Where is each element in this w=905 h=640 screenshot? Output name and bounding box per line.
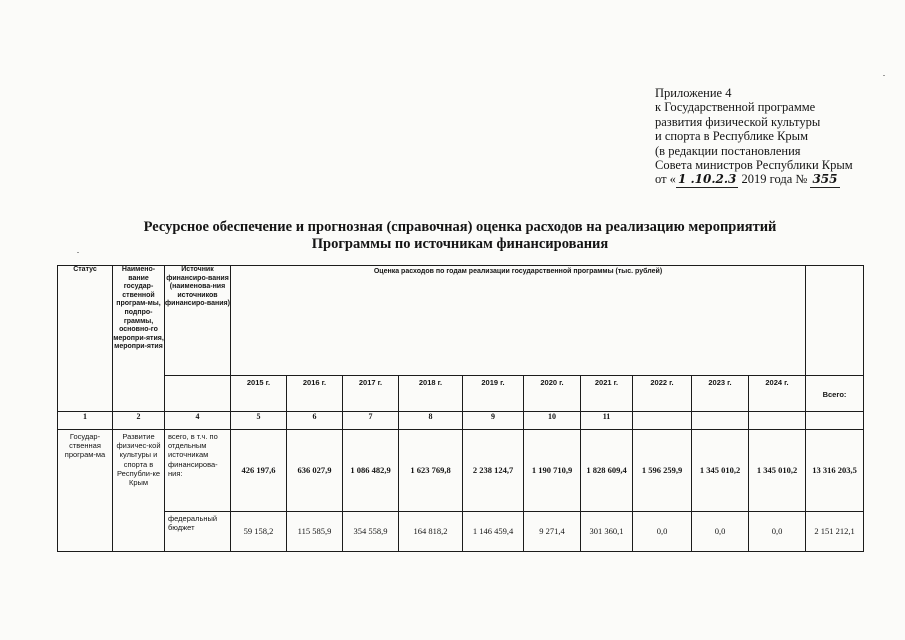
value-cell: 426 197,6 bbox=[231, 430, 287, 512]
value-cell: 59 158,2 bbox=[231, 512, 287, 552]
value-cell: 1 828 609,4 bbox=[581, 430, 633, 512]
value-cell: 1 596 259,9 bbox=[633, 430, 692, 512]
value-cell: 1 086 482,9 bbox=[343, 430, 399, 512]
year-header: 2015 г. bbox=[231, 376, 287, 412]
date-year: 2019 года № bbox=[741, 172, 808, 187]
value-cell: 0,0 bbox=[633, 512, 692, 552]
appendix-line: Совета министров Республики Крым bbox=[655, 158, 853, 173]
row-status: Государ-ственная програм-ма bbox=[58, 430, 113, 552]
column-number: 7 bbox=[343, 412, 399, 430]
finance-table bbox=[57, 265, 864, 552]
appendix-line: развития физической культуры bbox=[655, 114, 821, 129]
year-header: 2016 г. bbox=[287, 376, 343, 412]
source-cell: федеральный бюджет bbox=[165, 512, 231, 552]
column-number: 6 bbox=[287, 412, 343, 430]
value-cell: 0,0 bbox=[749, 512, 806, 552]
total-cell: 13 316 203,5 bbox=[806, 430, 864, 512]
column-number-blank bbox=[806, 412, 864, 430]
year-header: 2018 г. bbox=[399, 376, 463, 412]
value-cell: 9 271,4 bbox=[524, 512, 581, 552]
header-total: Всего: bbox=[806, 376, 864, 412]
column-number-blank bbox=[633, 412, 692, 430]
header-source: Источник финансиро-вания (наименова-ния источников финансиро-вания) bbox=[165, 266, 231, 376]
value-cell: 115 585,9 bbox=[287, 512, 343, 552]
column-number: 4 bbox=[165, 412, 231, 430]
title-line-1: Ресурсное обеспечение и прогнозная (справочная) оценка расходов на реализацию мероприятий bbox=[143, 219, 777, 235]
year-header: 2019 г. bbox=[463, 376, 524, 412]
year-header: 2023 г. bbox=[692, 376, 749, 412]
header-source-empty bbox=[165, 376, 231, 412]
column-number-blank bbox=[692, 412, 749, 430]
header-name: Наимено-вание государ-ственной програм-мы, подпро-граммы, основно-го меропри-ятия, меропри-ятия bbox=[113, 266, 165, 412]
value-cell: 1 190 710,9 bbox=[524, 430, 581, 512]
column-number: 8 bbox=[399, 412, 463, 430]
appendix-line: к Государственной программе bbox=[655, 100, 816, 115]
handwritten-number: 355 bbox=[812, 172, 838, 187]
handwritten-date: 1 .10.2.3 bbox=[677, 172, 737, 187]
year-header: 2022 г. bbox=[633, 376, 692, 412]
year-header: 2020 г. bbox=[524, 376, 581, 412]
header-blank-cell bbox=[806, 266, 864, 376]
column-number: 2 bbox=[113, 412, 165, 430]
appendix-date-line bbox=[655, 172, 853, 187]
column-number: 5 bbox=[231, 412, 287, 430]
header-status: Статус bbox=[58, 266, 113, 412]
value-cell: 1 146 459,4 bbox=[463, 512, 524, 552]
value-cell: 354 558,9 bbox=[343, 512, 399, 552]
value-cell: 1 345 010,2 bbox=[692, 430, 749, 512]
total-cell: 2 151 212,1 bbox=[806, 512, 864, 552]
value-cell: 301 360,1 bbox=[581, 512, 633, 552]
title-line-2: Программы по источникам финансирования bbox=[311, 235, 609, 252]
year-header: 2021 г. bbox=[581, 376, 633, 412]
column-number-blank bbox=[749, 412, 806, 430]
value-cell: 0,0 bbox=[692, 512, 749, 552]
value-cell: 1 623 769,8 bbox=[399, 430, 463, 512]
value-cell: 164 818,2 bbox=[399, 512, 463, 552]
header-estimate: Оценка расходов по годам реализации государственной программы (тыс. рублей) bbox=[231, 266, 806, 376]
appendix-line: (в редакции постановления bbox=[655, 143, 801, 158]
date-prefix: от « bbox=[655, 172, 676, 187]
column-number: 10 bbox=[524, 412, 581, 430]
appendix-line: Приложение 4 bbox=[655, 86, 732, 100]
column-number: 1 bbox=[58, 412, 113, 430]
appendix-line: и спорта в Республике Крым bbox=[655, 129, 808, 144]
year-header: 2017 г. bbox=[343, 376, 399, 412]
source-cell: всего, в т.ч. по отдельным источникам финансирова-ния: bbox=[165, 430, 231, 512]
value-cell: 1 345 010,2 bbox=[749, 430, 806, 512]
row-program-name: Развитие физичес-кой культуры и спорта в Республи-ке Крым bbox=[113, 430, 165, 552]
document-title bbox=[100, 219, 820, 252]
column-number: 9 bbox=[463, 412, 524, 430]
year-header: 2024 г. bbox=[749, 376, 806, 412]
column-number: 11 bbox=[581, 412, 633, 430]
appendix-block bbox=[655, 86, 853, 188]
value-cell: 2 238 124,7 bbox=[463, 430, 524, 512]
value-cell: 636 027,9 bbox=[287, 430, 343, 512]
